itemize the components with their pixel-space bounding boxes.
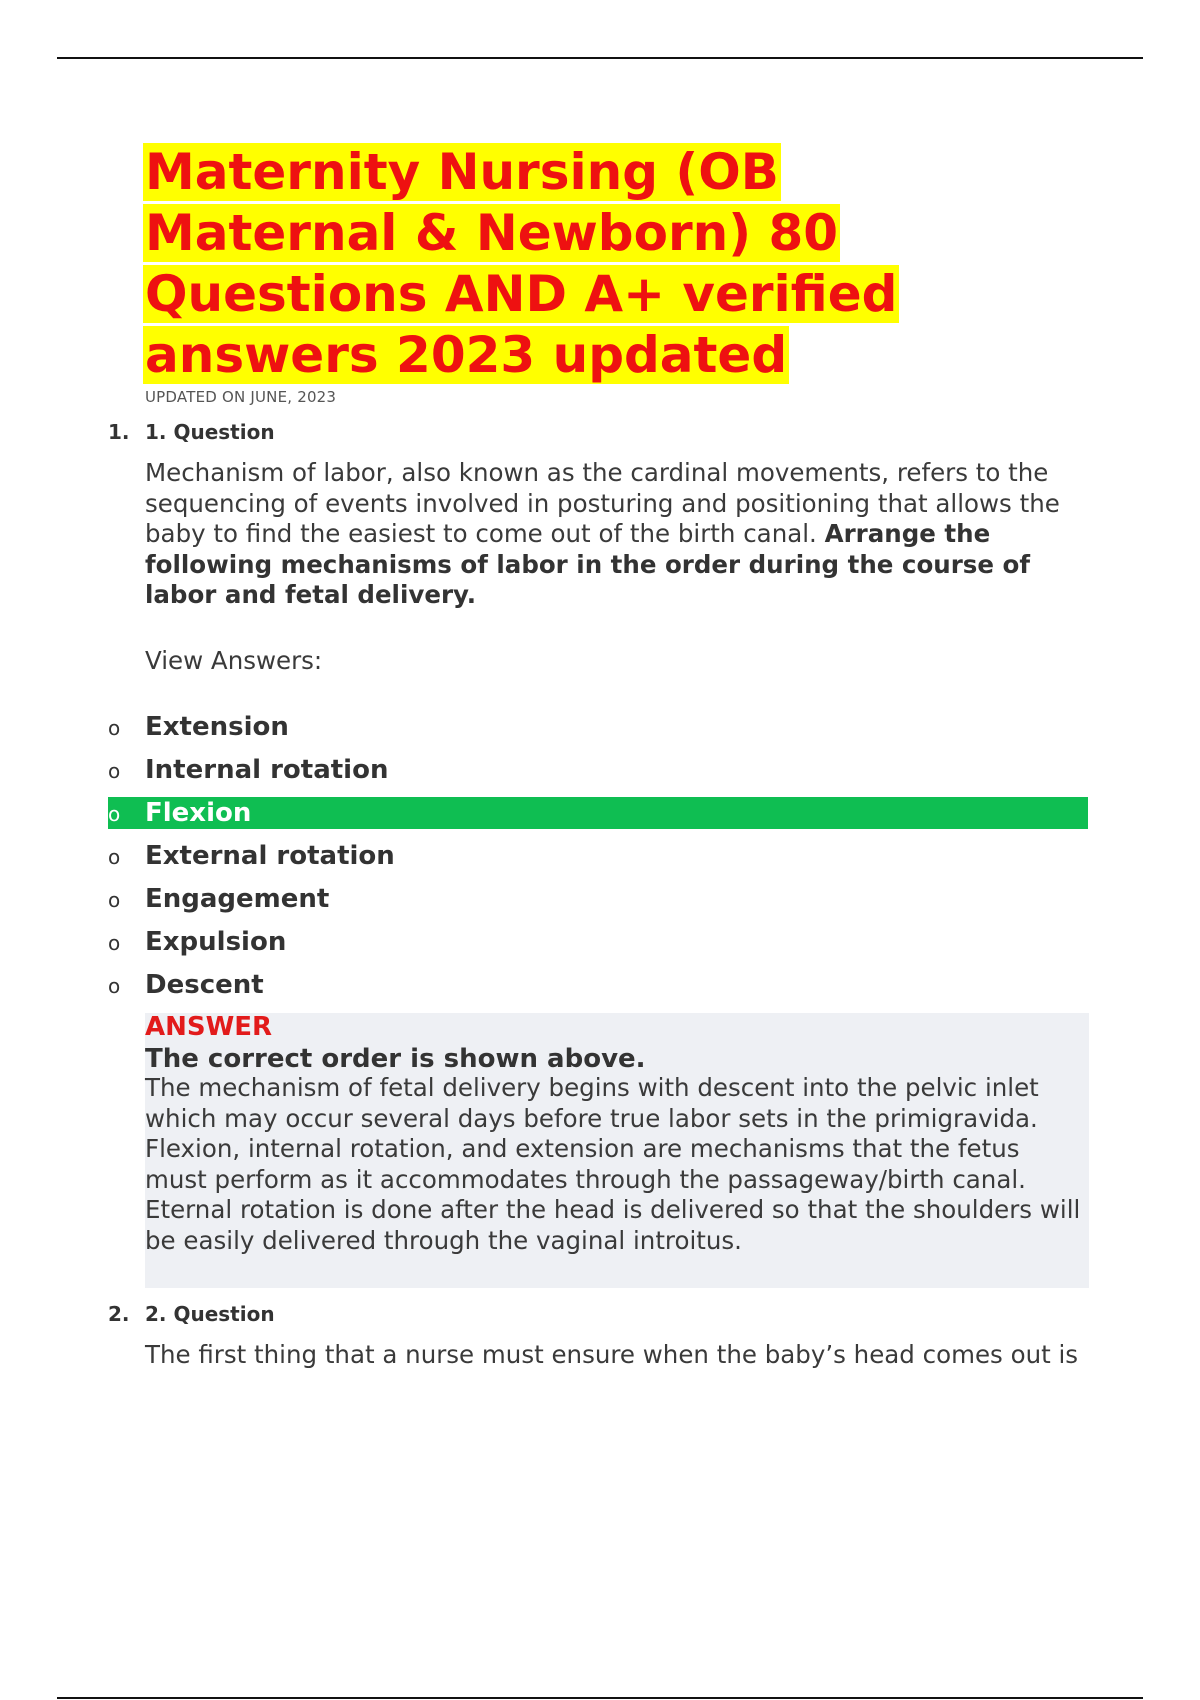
question-1-title: 1. Question: [145, 420, 275, 444]
question-1-number: 1.: [108, 420, 130, 444]
bullet-icon: o: [108, 845, 121, 869]
view-answers-label: View Answers:: [145, 646, 323, 675]
option-label: Flexion: [145, 798, 252, 828]
bullet-icon: o: [108, 759, 121, 783]
option-label: Descent: [145, 970, 264, 1000]
bullet-icon: o: [108, 974, 121, 998]
answer-explanation: The mechanism of fetal delivery begins with descent into the pelvic inlet which may occur several days before true labor sets in the primigravida. Flexion, internal rotation, and extension are mechanisms that the fetus must perform as it accommodates through the passageway/birth canal. Eternal rotation is done after the head is delivered so that the shoulders will be easily delivered through the vaginal introitus.: [145, 1073, 1081, 1255]
bullet-icon: o: [108, 802, 121, 826]
option-label: Extension: [145, 712, 289, 742]
top-rule: [57, 57, 1143, 59]
question-2-number: 2.: [108, 1302, 130, 1326]
bullet-icon: o: [108, 716, 121, 740]
option-external-rotation[interactable]: [108, 840, 1088, 872]
question-1-heading: [108, 420, 275, 444]
question-1-instruction: Arrange the following mechanisms of labor in the order during the course of labor and fetal delivery.: [145, 519, 1031, 609]
option-label: Internal rotation: [145, 755, 389, 785]
document-title: Maternity Nursing (OB Maternal & Newborn) 80 Questions AND A+ verified answers 2023 updated: [145, 143, 898, 384]
bottom-rule: [57, 1697, 1143, 1699]
option-label: Engagement: [145, 884, 330, 914]
question-2-prompt: The first thing that a nurse must ensure when the baby’s head comes out is: [145, 1340, 1079, 1369]
question-2-title: 2. Question: [145, 1302, 275, 1326]
option-flexion-correct[interactable]: [108, 797, 1088, 829]
bullet-icon: o: [108, 931, 121, 955]
question-2-heading: [108, 1302, 275, 1326]
option-engagement[interactable]: [108, 883, 1088, 915]
question-1-prompt: [145, 458, 1085, 611]
option-descent[interactable]: [108, 969, 1088, 1001]
updated-date: UPDATED ON JUNE, 2023: [145, 388, 337, 406]
answer-lead: The correct order is shown above.: [145, 1044, 646, 1074]
option-extension[interactable]: [108, 711, 1088, 743]
option-expulsion[interactable]: [108, 926, 1088, 958]
option-internal-rotation[interactable]: [108, 754, 1088, 786]
option-label: External rotation: [145, 841, 395, 871]
bullet-icon: o: [108, 888, 121, 912]
answer-label: ANSWER: [145, 1012, 273, 1042]
option-label: Expulsion: [145, 927, 287, 957]
question-1-prompt-text: Mechanism of labor, also known as the cardinal movements, refers to the sequencing of events involved in posturing and positioning that allows the baby to find the easiest to come out of the birth canal.: [145, 458, 1060, 548]
